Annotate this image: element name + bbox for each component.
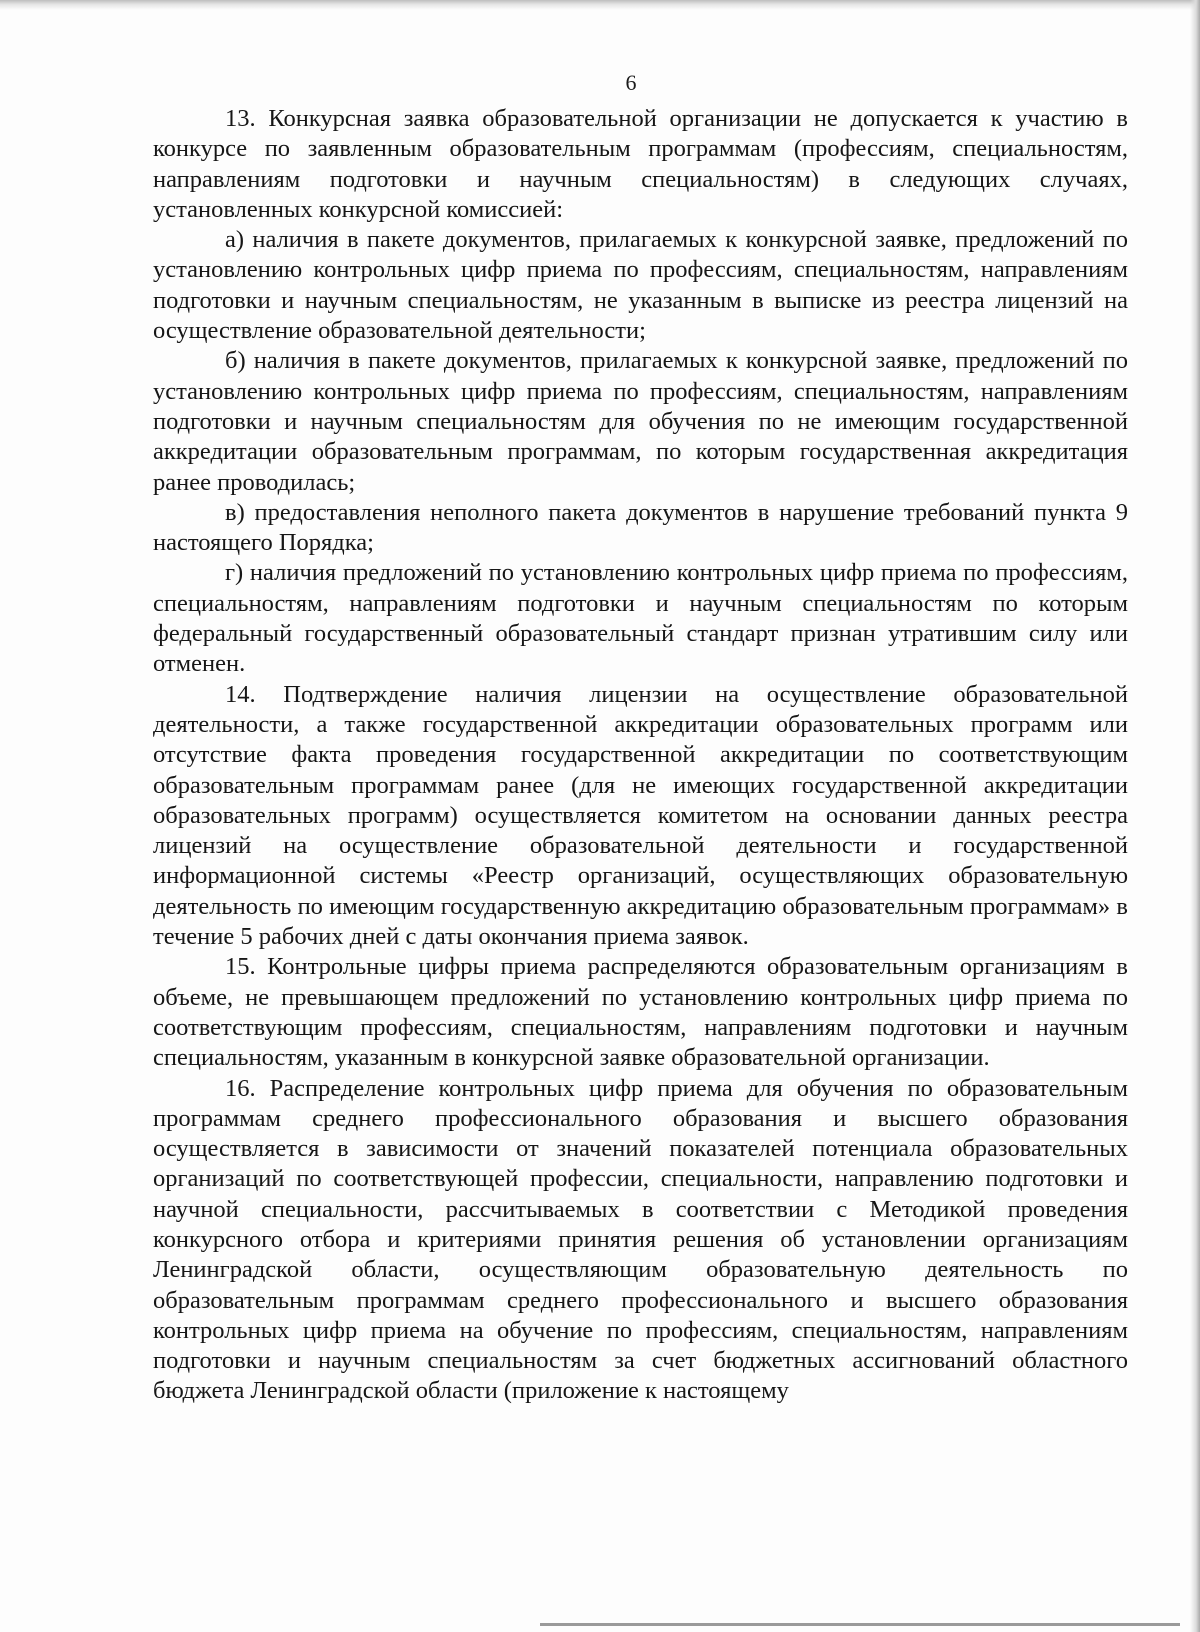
paragraph-13: 13. Конкурсная заявка образовательной организации не допускается к участию в конкурсе по заявленным образовательным программам (профессиям, специальностям, направлениям подготовки и научным специальностям) в следующих случаях, установленных конкурсной комиссией: [153,105,1128,223]
paragraph-13-b: б) наличия в пакете документов, прилагаемых к конкурсной заявке, предложений по установлению контрольных цифр приема по профессиям, специальностям, направлениям подготовки и научным специальностям для обучения по не имеющим государственной аккредитации образовательным программам, по которым государственная аккредитация ранее проводилась; [153,347,1128,496]
paragraph-13-a: а) наличия в пакете документов, прилагаемых к конкурсной заявке, предложений по установлению контрольных цифр приема по профессиям, специальностям, направлениям подготовки и научным специальностям, не указанным в выписке из реестра лицензий на осуществление образовательной деятельности; [153,226,1128,345]
paragraph-13-g: г) наличия предложений по установлению контрольных цифр приема по профессиям, специальностям, направлениям подготовки и научным специальностям по которым федеральный государственный образовательный стандарт признан утратившим силу или отменен. [153,559,1128,678]
page-number: 6 [625,70,637,95]
paragraph-14: 14. Подтверждение наличия лицензии на осуществление образовательной деятельности, а также государственной аккредитации образовательных программ или отсутствие факта проведения государственной аккредитации по соответствующим образовательным программам ранее (для не имеющих государственной аккредитации образовательных программ) осуществляется комитетом на основании данных реестра лицензий на осуществление образовательной деятельности и государственной информационной системы «Реестр организаций, осуществляющих образовательную деятельность по имеющим государственную аккредитацию образовательным программам» в течение 5 рабочих дней с даты окончания приема заявок. [153,680,1128,951]
scan-top-edge [0,0,1200,10]
paragraph-15: 15. Контрольные цифры приема распределяются образовательным организациям в объеме, не превышающем предложений по установлению контрольных цифр приема по соответствующим профессиям, специальностям, направлениям подготовки и научным специальностям, указанным в конкурсной заявке образовательной организации. [153,953,1128,1072]
paragraph-13-v: в) предоставления неполного пакета документов в нарушение требований пункта 9 настоящего Порядка; [153,498,1128,557]
paragraph-16: 16. Распределение контрольных цифр приема для обучения по образовательным программам среднего профессионального образования и высшего образования осуществляется в зависимости от значений показателей потенциала образовательных организаций по соответствующей профессии, специальности, направлению подготовки и научной специальности, рассчитываемых в соответствии с Методикой проведения конкурсного отбора и критериями принятия решения об установлении организациям Ленинградской области, осуществляющим образовательную деятельность по образовательным программам среднего профессионального и высшего образования контрольных цифр приема на обучение по профессиям, специальностям, направлениям подготовки и научным специальностям за счет бюджетных ассигнований областного бюджета Ленинградской области (приложение к настоящему [153,1074,1128,1405]
document-body [153,104,1128,1407]
scan-bottom-line [540,1623,1180,1626]
scan-right-edge [1190,0,1200,1632]
